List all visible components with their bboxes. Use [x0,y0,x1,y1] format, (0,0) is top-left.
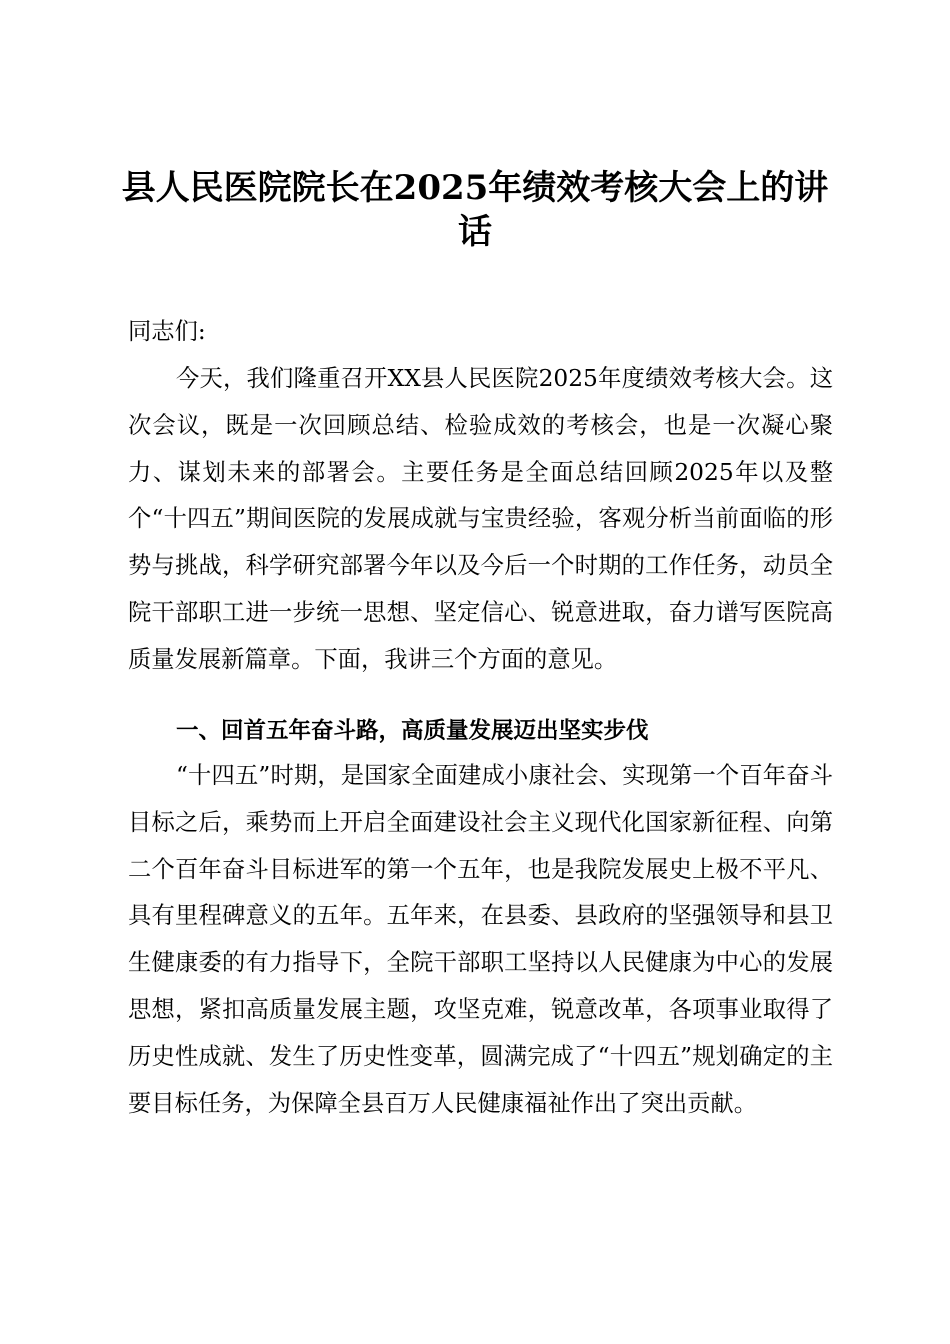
section-heading: 一、回首五年奋斗路，高质量发展迈出坚实步伐 [176,718,649,744]
paragraph-review: “十四五”时期，是国家全面建成小康社会、实现第一个百年奋斗目标之后，乘势而上开启全面建设社会主义现代化国家新征程、向第二个百年奋斗目标进军的第一个五年，也是我院发展史上极不平凡、具有里程碑意义的五年。五年来，在县委、县政府的坚强领导和县卫生健康委的有力指导下，全院干部职工坚持以人民健康为中心的发展思想，紧扣高质量发展主题，攻坚克难，锐意改革，各项事业取得了历史性成就、发生了历史性变革，圆满完成了“十四五”规划确定的主要目标任务，为保障全县百万人民健康福祉作出了突出贡献。 [128,762,833,1117]
paragraph-intro: 今天，我们隆重召开XX县人民医院2025年度绩效考核大会。这次会议，既是一次回顾总结、检验成效的考核会，也是一次凝心聚力、谋划未来的部署会。主要任务是全面总结回顾2025年以及整个“十四五”期间医院的发展成就与宝贵经验，客观分析当前面临的形势与挑战，科学研究部署今年以及今后一个时期的工作任务，动员全院干部职工进一步统一思想、坚定信心、锐意进取，奋力谱写医院高质量发展新篇章。下面，我讲三个方面的意见。 [128,365,833,673]
document-title: 县人民医院院长在2025年绩效考核大会上的讲话 [121,168,829,252]
greeting: 同志们: [128,318,206,345]
